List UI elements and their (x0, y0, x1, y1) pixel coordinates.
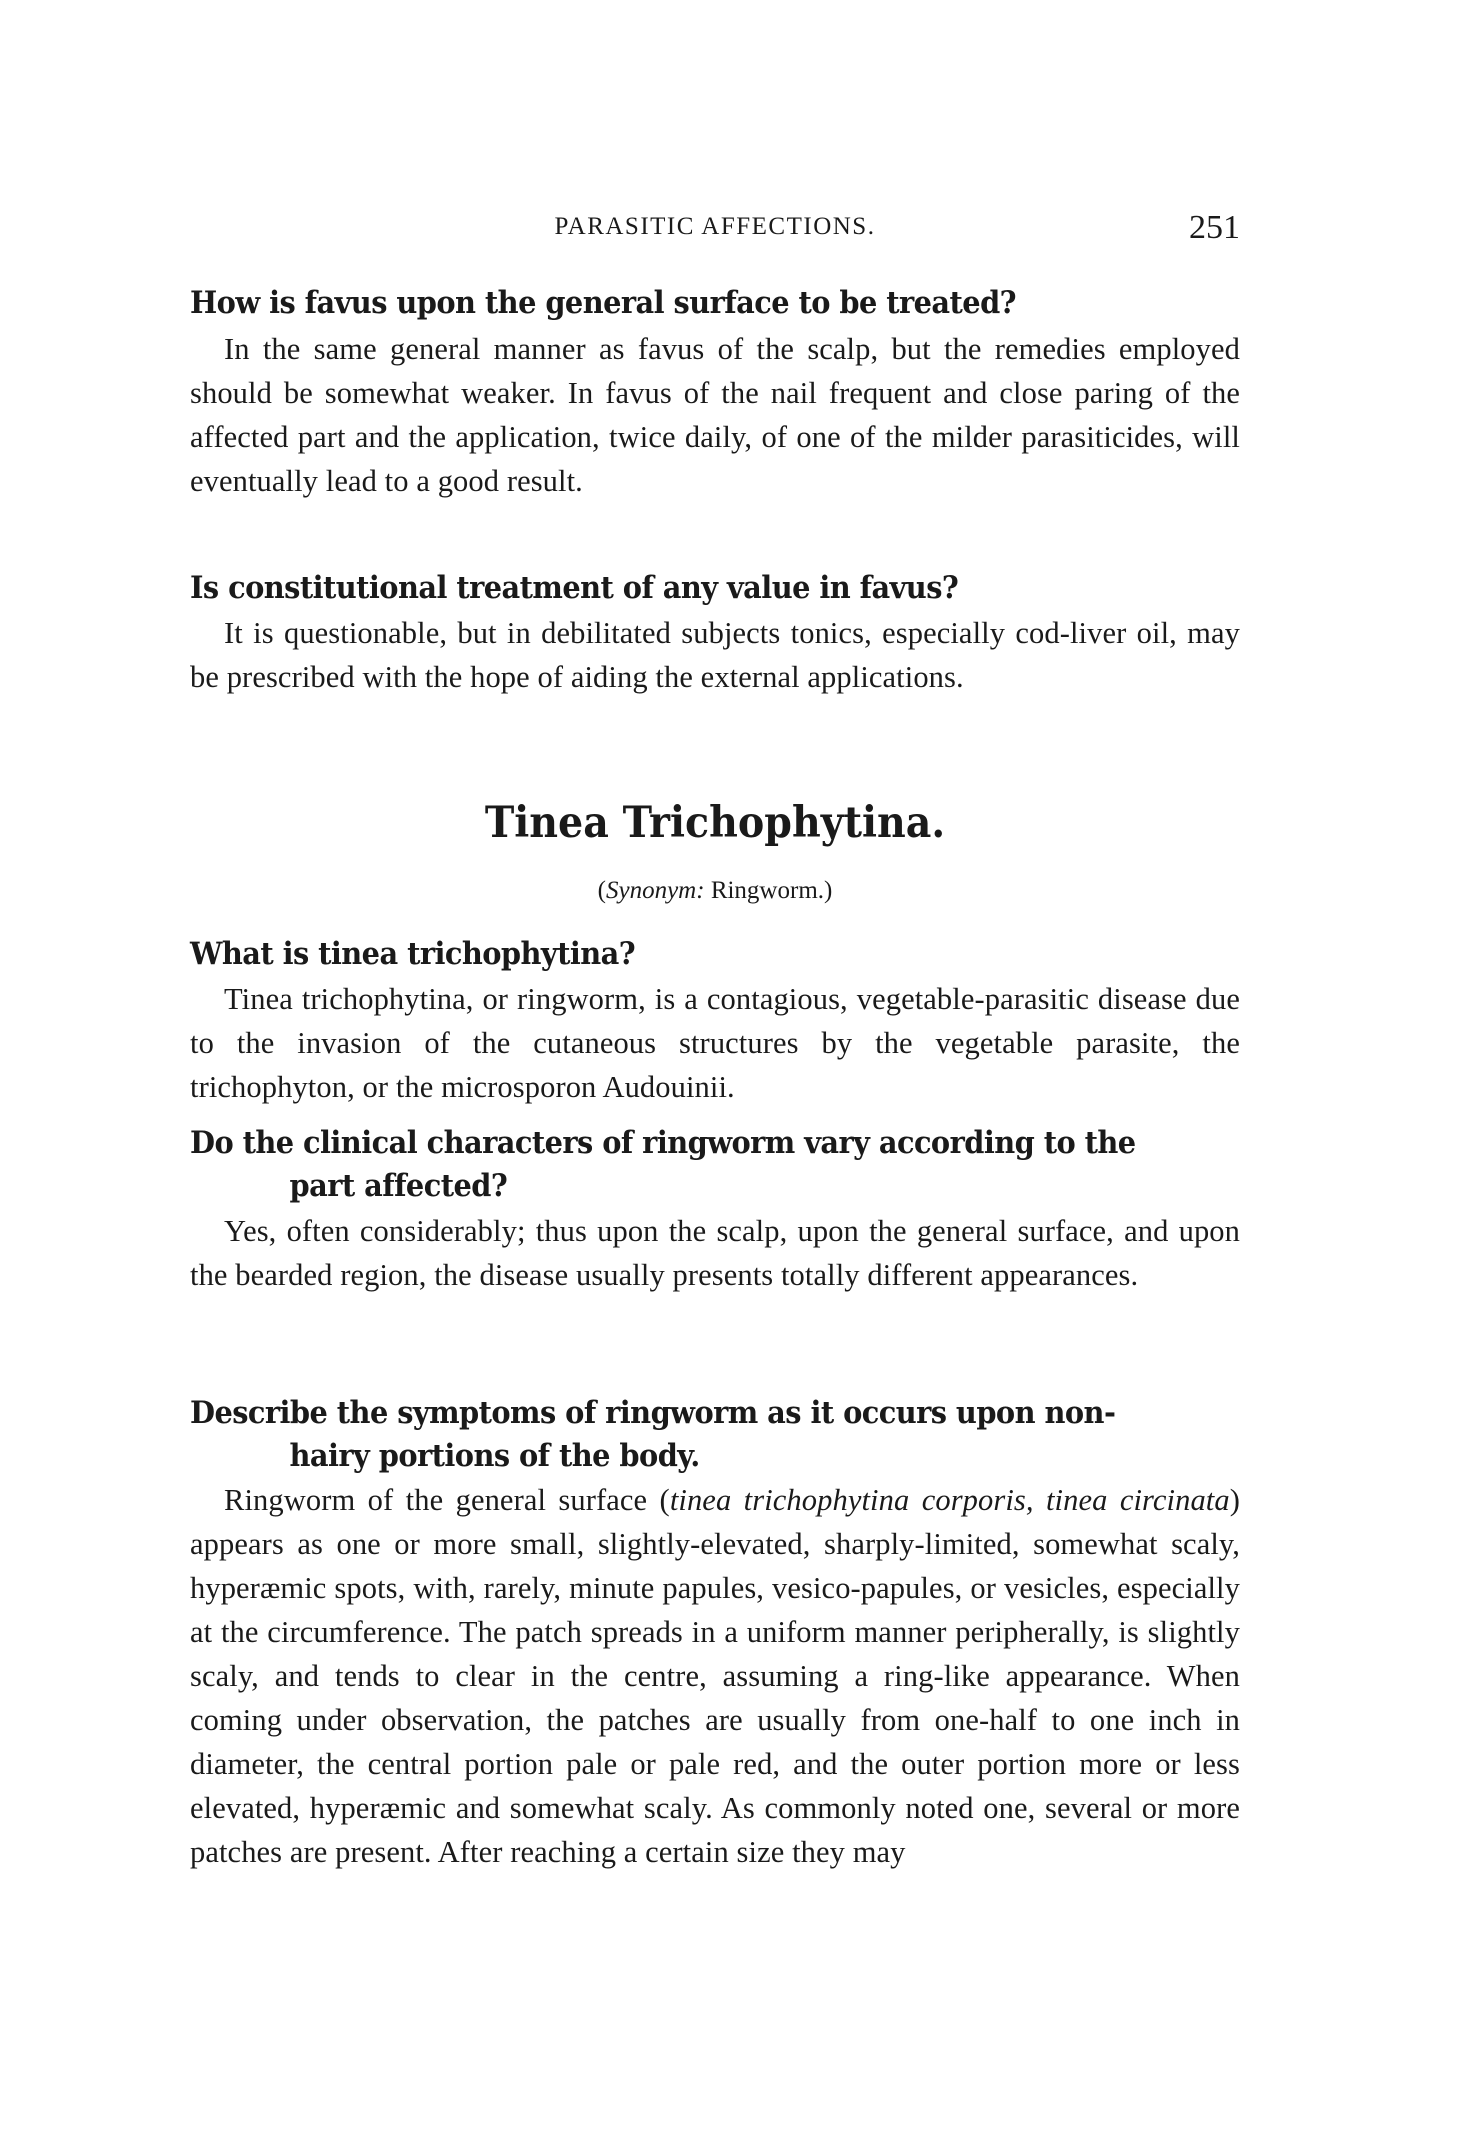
answer-constitutional: It is questionable, but in debilitated subjects tonics, especially cod-liver oil, may be prescribed with the hope of aiding the external applications. (190, 616, 1240, 694)
question-what-is: What is tinea trichophytina? (190, 936, 636, 972)
answer-what-is: Tinea trichophytina, or ringworm, is a contagious, vegetable-parasitic disease due to the invasion of the cutaneous structures by the vegetable parasite, the trichophyton, or the microsporon Audouinii. (190, 982, 1240, 1104)
question-symptoms-line1: Describe the symptoms of ringworm as it occurs upon non- (190, 1395, 1116, 1431)
answer-symptoms-pre: Ringworm of the general surface ( (224, 1483, 670, 1517)
running-head (190, 209, 1240, 253)
synonym-value: Ringworm.) (710, 877, 833, 904)
question-symptoms (190, 1392, 1241, 1478)
question-clinical-line1: Do the clinical characters of ringworm vary according to the (190, 1125, 1136, 1161)
answer-symptoms-post: ) appears as one or more small, slightly-elevated, sharply-limited, somewhat scaly, hyperæmic spots, with, rarely, minute papules, vesico-papules, or vesicles, especially at the circumference. The patch spreads in a uniform manner peripherally, is slightly scaly, and tends to clear in the centre, assuming a ring-like appearance. When coming under observation, the patches are usually from one-half to one inch in diameter, the central portion pale or pale red, and the outer portion more or less elevated, hyperæmic and somewhat scaly. As commonly noted one, several or more patches are present. After reaching a certain size they may (190, 1483, 1240, 1869)
running-title: PARASITIC AFFECTIONS. (554, 213, 876, 240)
answer-symptoms-latin-names: tinea trichophytina corporis, tinea circinata (669, 1483, 1230, 1517)
answer-clinical: Yes, often considerably; thus upon the scalp, upon the general surface, and upon the bearded region, the disease usually presents totally different appearances. (190, 1214, 1240, 1292)
question-clinical (190, 1122, 1241, 1208)
synonym-label: Synonym: (605, 877, 705, 904)
answer-symptoms (190, 1478, 1240, 1874)
question-favus-general: How is favus upon the general surface to be treated? (190, 285, 1017, 321)
answer-favus-general: In the same general manner as favus of the scalp, but the remedies employed should be somewhat weaker. In favus of the nail frequent and close paring of the affected part and the application, twice daily, of one of the milder parasiticides, will eventually lead to a good result. (190, 332, 1240, 498)
question-clinical-line2: part affected? (289, 1168, 508, 1204)
section-title: Tinea Trichophytina. (484, 798, 946, 848)
page-number: 251 (1189, 209, 1240, 246)
question-constitutional: Is constitutional treatment of any value in favus? (190, 570, 959, 606)
question-symptoms-line2: hairy portions of the body. (289, 1438, 700, 1474)
synonym-line (190, 877, 1240, 905)
synonym-open: ( (597, 877, 606, 904)
